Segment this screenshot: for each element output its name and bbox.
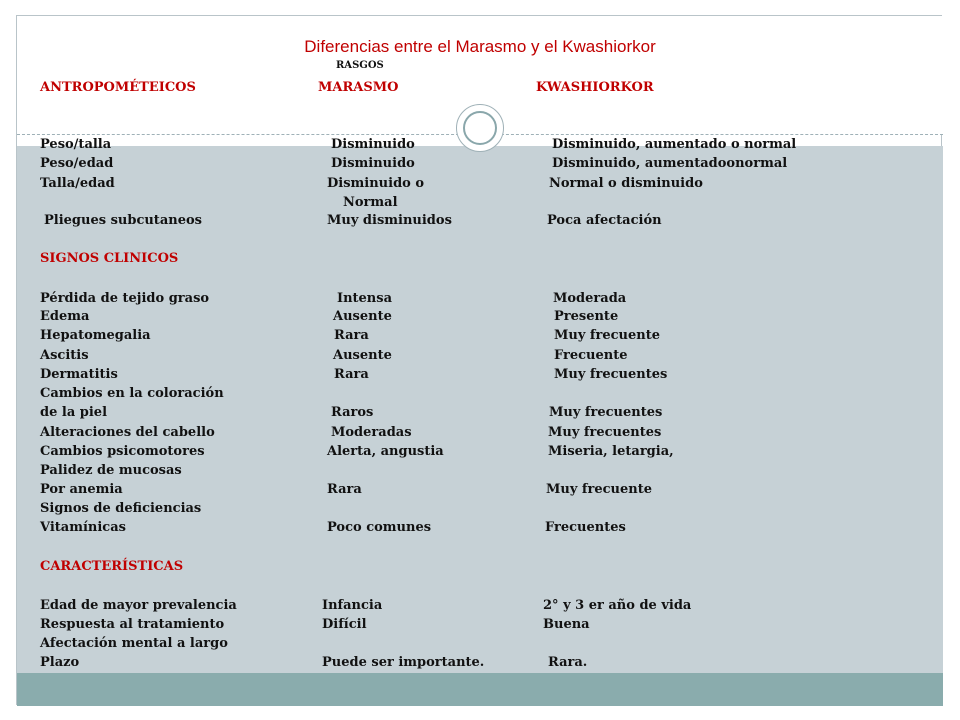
row-cell: Muy frecuente bbox=[554, 328, 660, 343]
row-cell: Puede ser importante. bbox=[322, 655, 485, 670]
row-cell: Talla/edad bbox=[40, 176, 115, 191]
row-cell: Rara bbox=[327, 482, 362, 497]
row-cell: Afectación mental a largo bbox=[40, 636, 228, 651]
row-cell: Muy frecuente bbox=[546, 482, 652, 497]
divider-circle-ornament bbox=[456, 104, 504, 152]
row-cell: Rara. bbox=[548, 655, 588, 670]
row-cell: Difícil bbox=[322, 617, 367, 632]
row-cell: Edema bbox=[40, 309, 90, 324]
row-cell: Por anemia bbox=[40, 482, 123, 497]
row-cell: Disminuido, aumentadoonormal bbox=[552, 156, 788, 171]
row-cell: Ascitis bbox=[40, 348, 89, 363]
row-cell: Normal o disminuido bbox=[549, 176, 703, 191]
row-cell: Plazo bbox=[40, 655, 80, 670]
row-cell: Rara bbox=[334, 367, 369, 382]
slide-footer-band bbox=[17, 673, 943, 706]
row-cell: Edad de mayor prevalencia bbox=[40, 598, 237, 613]
section-heading-caracteristicas: CARACTERÍSTICAS bbox=[40, 559, 184, 574]
row-cell: Miseria, letargia, bbox=[548, 444, 674, 459]
row-cell: Peso/edad bbox=[40, 156, 114, 171]
header-col2: MARASMO bbox=[318, 80, 399, 95]
row-cell: de la piel bbox=[40, 405, 108, 420]
row-cell: Normal bbox=[343, 195, 398, 210]
row-cell: Alteraciones del cabello bbox=[40, 425, 215, 440]
row-cell: Dermatitis bbox=[40, 367, 118, 382]
row-cell: Raros bbox=[331, 405, 374, 420]
row-cell: Signos de deficiencias bbox=[40, 501, 202, 516]
header-col1: ANTROPOMÉTEICOS bbox=[40, 80, 196, 95]
row-cell: Frecuente bbox=[554, 348, 628, 363]
row-cell: Poco comunes bbox=[327, 520, 432, 535]
slide-title: Diferencias entre el Marasmo y el Kwashiorkor bbox=[304, 37, 656, 56]
row-cell: Cambios en la coloración bbox=[40, 386, 224, 401]
row-cell: Pérdida de tejido graso bbox=[40, 291, 210, 306]
row-cell: Moderada bbox=[553, 291, 627, 306]
row-cell: Muy frecuentes bbox=[554, 367, 668, 382]
row-cell: Respuesta al tratamiento bbox=[40, 617, 225, 632]
header-col3: KWASHIORKOR bbox=[536, 80, 654, 95]
row-cell: Poca afectación bbox=[547, 213, 662, 228]
row-cell: Ausente bbox=[333, 309, 392, 324]
row-cell: Peso/talla bbox=[40, 137, 112, 152]
row-cell: Palidez de mucosas bbox=[40, 463, 182, 478]
row-cell: Ausente bbox=[333, 348, 392, 363]
row-cell: Muy disminuidos bbox=[327, 213, 452, 228]
row-cell: Infancia bbox=[322, 598, 383, 613]
row-cell: Moderadas bbox=[331, 425, 412, 440]
slide-subtitle: RASGOS bbox=[336, 60, 384, 71]
row-cell: Hepatomegalia bbox=[40, 328, 151, 343]
row-cell: Presente bbox=[554, 309, 619, 324]
row-cell: Disminuido bbox=[331, 156, 415, 171]
row-cell: Pliegues subcutaneos bbox=[44, 213, 202, 228]
row-cell: Muy frecuentes bbox=[548, 425, 662, 440]
row-cell: Vitamínicas bbox=[40, 520, 126, 535]
row-cell: Buena bbox=[543, 617, 590, 632]
row-cell: Alerta, angustia bbox=[327, 444, 444, 459]
row-cell: Frecuentes bbox=[545, 520, 626, 535]
row-cell: 2° y 3 er año de vida bbox=[543, 598, 692, 613]
row-cell: Disminuido, aumentado o normal bbox=[552, 137, 797, 152]
row-cell: Disminuido bbox=[331, 137, 415, 152]
row-cell: Disminuido o bbox=[327, 176, 425, 191]
row-cell: Cambios psicomotores bbox=[40, 444, 205, 459]
row-cell: Muy frecuentes bbox=[549, 405, 663, 420]
row-cell: Intensa bbox=[337, 291, 393, 306]
section-heading-signos: SIGNOS CLINICOS bbox=[40, 251, 179, 266]
row-cell: Rara bbox=[334, 328, 369, 343]
